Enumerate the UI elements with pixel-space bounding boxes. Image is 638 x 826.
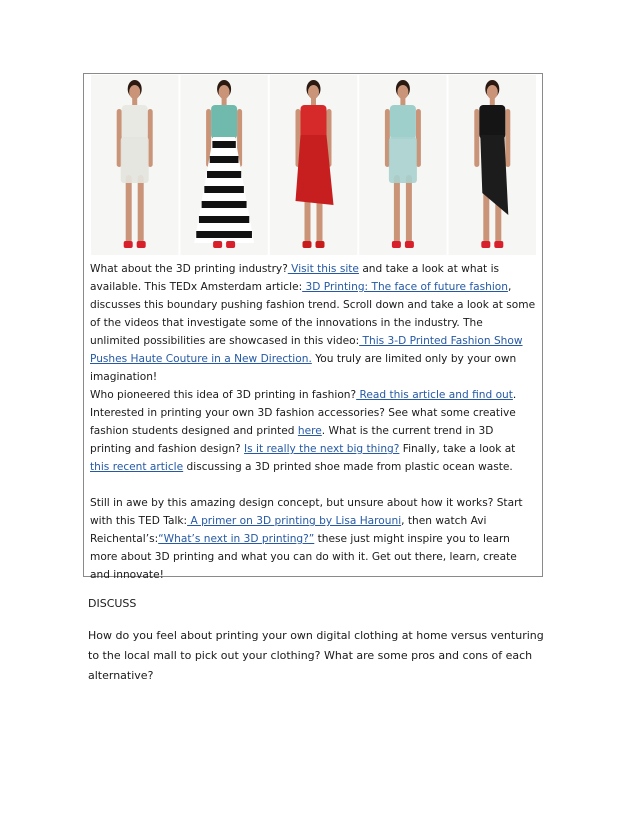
model-figure-teal-mesh (359, 75, 446, 255)
here-link[interactable]: here (297, 425, 322, 437)
para2-text-3: . What is the current trend in 3D printing and fashion design? (90, 425, 494, 455)
paragraph-industry (90, 260, 536, 386)
para2-text-1: Who pioneered this idea of 3D printing in fashion? (90, 389, 357, 401)
para3-text-3: these just might inspire you to learn more about 3D printing and what you can do with it. Get out there, learn, create and innovate! (90, 533, 517, 581)
para2-text-4: Finally, take a look at (399, 443, 516, 455)
fashion-photo-strip (90, 75, 537, 255)
whats-next-link[interactable]: “What’s next in 3D printing?” (158, 533, 315, 545)
model-figure-black-dress (449, 75, 536, 255)
paragraph-pioneers (90, 386, 536, 476)
recent-article-link[interactable]: this recent article (90, 461, 184, 473)
para1-text-3: , discusses this boundary pushing fashion trend. Scroll down and take a look at some of the videos that investigate some of the innovations in the industry. The unlimited possibilities are showcased in this video: (90, 281, 536, 347)
fashion-show-video-link[interactable]: This 3-D Printed Fashion Show Pushes Haute Couture in a New Direction. (90, 335, 523, 365)
para1-text-2: and take a look at what is available. This TEDx Amsterdam article: (90, 263, 500, 293)
paragraph-ted-talks (90, 494, 536, 584)
para1-text-4: You truly are limited only by your own imagination! (90, 353, 517, 383)
discussion-question: How do you feel about printing your own digital clothing at home versus venturing to the local mall to pick out your clothing? What are some pros and cons of each alternative? (88, 629, 544, 682)
fashion-models-image (90, 75, 537, 255)
read-article-link[interactable]: Read this article and find out (356, 389, 513, 401)
model-figure-white-lace (91, 75, 178, 255)
next-big-thing-link[interactable]: Is it really the next big thing? (244, 443, 400, 455)
ted-primer-link[interactable]: A primer on 3D printing by Lisa Harouni (187, 515, 402, 527)
para2-text-2: . Interested in printing your own 3D fashion accessories? See what some creative fashion students designed and printed (90, 389, 517, 437)
discuss-heading: DISCUSS (88, 597, 137, 610)
tedx-article-link[interactable]: 3D Printing: The face of future fashion (302, 281, 508, 293)
para3-text-1: Still in awe by this amazing design concept, but unsure about how it works? Start with this TED Talk: (90, 497, 523, 527)
visit-site-link[interactable]: Visit this site (287, 263, 359, 275)
para2-text-5: discussing a 3D printed shoe made from plastic ocean waste. (183, 461, 513, 473)
resource-box (83, 73, 543, 581)
model-figure-red-dress (270, 75, 357, 255)
para3-text-2: , then watch Avi Reichental’s: (90, 515, 487, 545)
para1-text-1: What about the 3D printing industry? (90, 263, 288, 275)
model-figure-striped-skirt (180, 75, 267, 255)
